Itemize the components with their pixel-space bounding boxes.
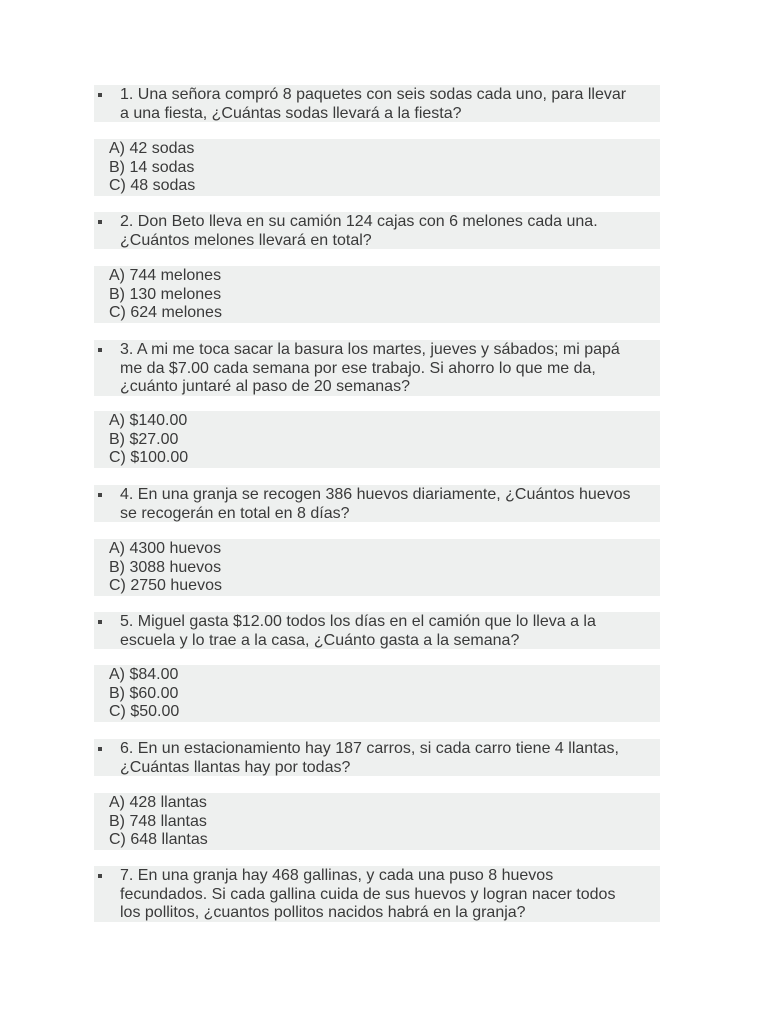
options-2 xyxy=(94,266,660,323)
question-text-line: ¿Cuántas llantas hay por todas? xyxy=(120,758,351,776)
question-text-line: 5. Miguel gasta $12.00 todos los días en el camión que lo lleva a la xyxy=(120,613,596,630)
question-text-line: me da $7.00 cada semana por ese trabajo. Si ahorro lo que me da, xyxy=(120,359,596,377)
option-c: C) 648 llantas xyxy=(109,831,208,848)
question-text-line: 1. Una señora compró 8 paquetes con seis sodas cada uno, para llevar xyxy=(120,86,627,103)
option-a: A) 4300 huevos xyxy=(109,540,222,557)
question-text-line: 2. Don Beto lleva en su camión 124 cajas con 6 melones cada una. xyxy=(120,213,598,230)
option-a: A) 744 melones xyxy=(109,267,222,284)
bullet-icon xyxy=(98,747,102,751)
option-a: A) 42 sodas xyxy=(109,140,195,157)
option-c: C) $100.00 xyxy=(109,449,189,466)
question-5 xyxy=(94,612,660,649)
option-a: A) $140.00 xyxy=(109,412,188,429)
question-text-line: los pollitos, ¿cuantos pollitos nacidos habrá en la granja? xyxy=(120,904,526,921)
options-4 xyxy=(94,539,660,596)
question-text-line: 3. A mi me toca sacar la basura los martes, jueves y sábados; mi papá xyxy=(120,341,620,358)
bullet-icon xyxy=(98,874,102,878)
option-a: A) $84.00 xyxy=(109,666,179,683)
option-c: C) 48 sodas xyxy=(109,177,196,194)
option-c: C) 624 melones xyxy=(109,304,222,321)
question-text-line: 4. En una granja se recogen 386 huevos diariamente, ¿Cuántos huevos xyxy=(120,486,631,503)
options-1 xyxy=(94,139,660,196)
option-b: B) 14 sodas xyxy=(109,158,195,176)
question-text-line: escuela y lo trae a la casa, ¿Cuánto gasta a la semana? xyxy=(120,631,520,649)
question-text-line: a una fiesta, ¿Cuántas sodas llevará a la fiesta? xyxy=(120,104,462,122)
bullet-icon xyxy=(98,620,102,624)
option-c: C) 2750 huevos xyxy=(109,577,222,594)
question-6 xyxy=(94,739,660,776)
option-b: B) 130 melones xyxy=(109,285,222,303)
option-b: B) 3088 huevos xyxy=(109,558,222,576)
options-6 xyxy=(94,793,660,850)
question-2 xyxy=(94,212,660,249)
question-3 xyxy=(94,340,660,396)
bullet-icon xyxy=(98,493,102,497)
question-1 xyxy=(94,85,660,122)
question-text-line: ¿Cuántos melones llevará en total? xyxy=(120,231,372,249)
question-text-line: fecundados. Si cada gallina cuida de sus huevos y logran nacer todos xyxy=(120,885,616,903)
options-3 xyxy=(94,411,660,468)
option-a: A) 428 llantas xyxy=(109,794,207,811)
bullet-icon xyxy=(98,220,102,224)
bullet-icon xyxy=(98,348,102,352)
option-b: B) $27.00 xyxy=(109,430,179,448)
question-text-line: se recogerán en total en 8 días? xyxy=(120,504,350,522)
question-4 xyxy=(94,485,660,522)
question-text-line: 7. En una granja hay 468 gallinas, y cada una puso 8 huevos xyxy=(120,867,554,884)
question-text-line: 6. En un estacionamiento hay 187 carros, si cada carro tiene 4 llantas, xyxy=(120,740,619,757)
option-b: B) 748 llantas xyxy=(109,812,207,830)
question-text-line: ¿cuánto juntaré al paso de 20 semanas? xyxy=(120,378,410,395)
question-7 xyxy=(94,866,660,922)
option-b: B) $60.00 xyxy=(109,684,179,702)
options-5 xyxy=(94,665,660,722)
bullet-icon xyxy=(98,93,102,97)
option-c: C) $50.00 xyxy=(109,703,180,720)
